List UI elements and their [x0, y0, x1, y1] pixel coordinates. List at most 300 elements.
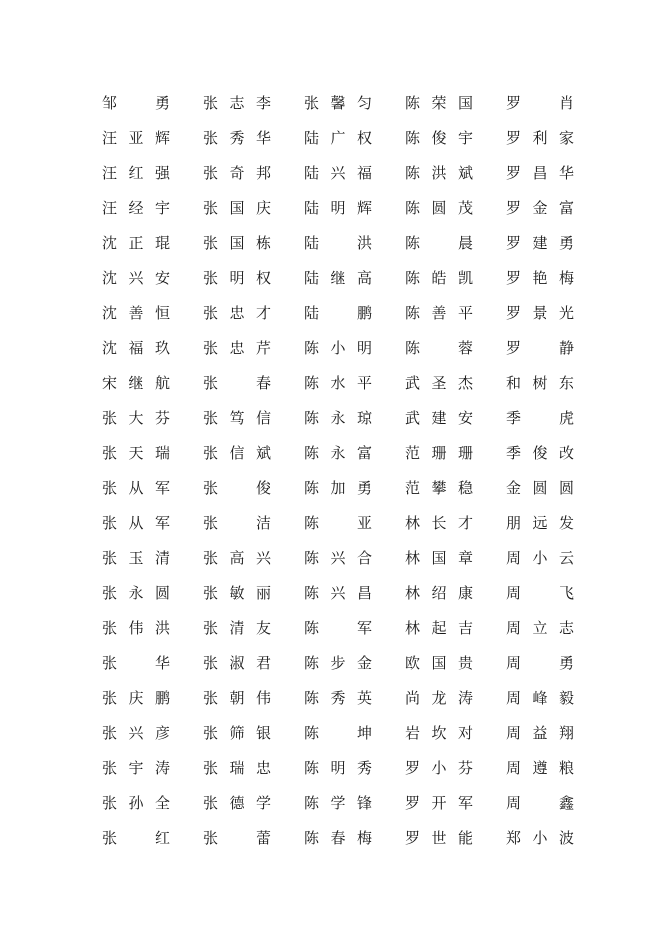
- name-char: 张: [203, 479, 219, 497]
- name-char: 陈: [304, 444, 320, 462]
- name-char: 芹: [255, 339, 271, 357]
- name-entry: [405, 156, 473, 191]
- name-char: 航: [154, 374, 170, 392]
- name-char: 从: [128, 479, 144, 497]
- name-char: 瑞: [229, 759, 245, 777]
- name-entry: [102, 681, 170, 716]
- name-entry: [506, 366, 574, 401]
- name-entry: [203, 751, 271, 786]
- name-char: 张: [102, 409, 118, 427]
- name-char: 金: [506, 479, 522, 497]
- name-char: 才: [457, 514, 473, 532]
- name-char: 陈: [304, 829, 320, 847]
- name-char: 敏: [229, 584, 245, 602]
- name-char: 坤: [356, 724, 372, 742]
- name-char: 彦: [154, 724, 170, 742]
- name-char: 珊: [431, 444, 447, 462]
- name-char: 水: [330, 374, 346, 392]
- name-char: 斌: [255, 444, 271, 462]
- name-char: 英: [356, 689, 372, 707]
- name-char: 世: [431, 829, 447, 847]
- name-entry: [102, 121, 170, 156]
- name-char: 富: [558, 199, 574, 217]
- name-entry: [203, 261, 271, 296]
- name-char: 益: [532, 724, 548, 742]
- name-entry: [506, 436, 574, 471]
- name-entry: [203, 121, 271, 156]
- name-char: 洪: [356, 234, 372, 252]
- name-entry: [405, 786, 473, 821]
- name-char: 荣: [431, 94, 447, 112]
- name-char: 辉: [154, 129, 170, 147]
- name-char: 国: [457, 94, 473, 112]
- name-char: 淑: [229, 654, 245, 672]
- name-char: 正: [128, 234, 144, 252]
- name-entry: [405, 681, 473, 716]
- name-entry: [102, 471, 170, 506]
- name-char: 林: [405, 584, 421, 602]
- name-char: 张: [203, 409, 219, 427]
- name-entry: [102, 331, 170, 366]
- name-char: 志: [558, 619, 574, 637]
- name-entry: [203, 366, 271, 401]
- name-char: 亚: [128, 129, 144, 147]
- name-char: 光: [558, 304, 574, 322]
- name-char: 小: [431, 759, 447, 777]
- name-char: 张: [203, 514, 219, 532]
- name-char: 红: [128, 164, 144, 182]
- name-entry: [102, 191, 170, 226]
- name-entry: [203, 611, 271, 646]
- name-entry: [506, 681, 574, 716]
- name-entry: [203, 506, 271, 541]
- name-char: 伟: [255, 689, 271, 707]
- name-entry: [203, 576, 271, 611]
- name-char: 张: [102, 829, 118, 847]
- name-char: 陈: [405, 234, 421, 252]
- name-char: 贵: [457, 654, 473, 672]
- name-entry: [506, 716, 574, 751]
- name-char: 张: [203, 619, 219, 637]
- name-entry: [304, 821, 372, 856]
- name-char: 张: [102, 689, 118, 707]
- name-char: 峰: [532, 689, 548, 707]
- name-char: 飞: [558, 584, 574, 602]
- name-char: 张: [102, 514, 118, 532]
- name-char: 罗: [506, 94, 522, 112]
- name-char: 张: [203, 759, 219, 777]
- name-char: 康: [457, 584, 473, 602]
- name-char: 鹏: [356, 304, 372, 322]
- name-char: 罗: [506, 304, 522, 322]
- name-char: 平: [356, 374, 372, 392]
- name-entry: [506, 786, 574, 821]
- name-char: 粮: [558, 759, 574, 777]
- name-entry: [506, 261, 574, 296]
- name-char: 景: [532, 304, 548, 322]
- name-char: 周: [506, 794, 522, 812]
- name-entry: [203, 296, 271, 331]
- name-char: 陈: [304, 759, 320, 777]
- name-entry: [102, 611, 170, 646]
- name-char: 罗: [405, 794, 421, 812]
- name-char: 张: [102, 549, 118, 567]
- name-entry: [203, 436, 271, 471]
- name-char: 伟: [128, 619, 144, 637]
- name-grid: [102, 86, 574, 856]
- name-char: 陈: [405, 199, 421, 217]
- name-char: 陈: [405, 339, 421, 357]
- name-entry: [304, 191, 372, 226]
- name-entry: [506, 506, 574, 541]
- name-char: 明: [229, 269, 245, 287]
- name-char: 张: [102, 759, 118, 777]
- name-entry: [304, 436, 372, 471]
- name-char: 秀: [356, 759, 372, 777]
- name-char: 沈: [102, 339, 118, 357]
- name-entry: [102, 646, 170, 681]
- name-char: 静: [558, 339, 574, 357]
- name-char: 梅: [356, 829, 372, 847]
- name-char: 辉: [356, 199, 372, 217]
- name-char: 陆: [304, 199, 320, 217]
- name-char: 合: [356, 549, 372, 567]
- name-char: 远: [532, 514, 548, 532]
- name-entry: [506, 821, 574, 856]
- name-entry: [304, 751, 372, 786]
- name-char: 善: [128, 304, 144, 322]
- name-entry: [405, 366, 473, 401]
- name-entry: [304, 506, 372, 541]
- name-char: 安: [457, 409, 473, 427]
- name-char: 善: [431, 304, 447, 322]
- name-char: 军: [356, 619, 372, 637]
- name-char: 张: [203, 269, 219, 287]
- name-char: 沈: [102, 304, 118, 322]
- name-entry: [102, 366, 170, 401]
- name-entry: [405, 646, 473, 681]
- name-char: 陆: [304, 164, 320, 182]
- name-char: 张: [102, 444, 118, 462]
- name-entry: [102, 576, 170, 611]
- name-char: 吉: [457, 619, 473, 637]
- name-entry: [405, 191, 473, 226]
- name-char: 陈: [405, 304, 421, 322]
- name-char: 欧: [405, 654, 421, 672]
- name-char: 张: [304, 94, 320, 112]
- name-char: 张: [203, 654, 219, 672]
- name-char: 罗: [405, 829, 421, 847]
- name-char: 匀: [356, 94, 372, 112]
- name-char: 涛: [457, 689, 473, 707]
- name-char: 圆: [154, 584, 170, 602]
- name-entry: [405, 86, 473, 121]
- name-char: 春: [330, 829, 346, 847]
- name-entry: [506, 471, 574, 506]
- name-char: 平: [457, 304, 473, 322]
- name-char: 张: [203, 444, 219, 462]
- name-char: 兴: [330, 584, 346, 602]
- name-char: 玉: [128, 549, 144, 567]
- name-char: 陈: [304, 654, 320, 672]
- name-char: 小: [330, 339, 346, 357]
- name-entry: [506, 541, 574, 576]
- name-entry: [102, 226, 170, 261]
- name-char: 张: [203, 234, 219, 252]
- name-char: 长: [431, 514, 447, 532]
- name-char: 昌: [532, 164, 548, 182]
- name-char: 银: [255, 724, 271, 742]
- name-char: 勇: [154, 94, 170, 112]
- name-char: 对: [457, 724, 473, 742]
- name-char: 俊: [431, 129, 447, 147]
- name-char: 步: [330, 654, 346, 672]
- name-char: 宋: [102, 374, 118, 392]
- name-char: 稳: [457, 479, 473, 497]
- name-char: 筛: [229, 724, 245, 742]
- name-char: 陈: [405, 94, 421, 112]
- name-char: 红: [154, 829, 170, 847]
- name-entry: [506, 401, 574, 436]
- name-entry: [304, 576, 372, 611]
- name-char: 琨: [154, 234, 170, 252]
- name-char: 才: [255, 304, 271, 322]
- name-char: 罗: [405, 759, 421, 777]
- name-entry: [304, 786, 372, 821]
- name-char: 圣: [431, 374, 447, 392]
- name-entry: [506, 156, 574, 191]
- name-entry: [506, 611, 574, 646]
- name-entry: [304, 226, 372, 261]
- name-char: 春: [255, 374, 271, 392]
- name-char: 权: [255, 269, 271, 287]
- name-char: 波: [558, 829, 574, 847]
- name-char: 攀: [431, 479, 447, 497]
- name-entry: [203, 331, 271, 366]
- name-char: 清: [229, 619, 245, 637]
- name-char: 洁: [255, 514, 271, 532]
- name-char: 继: [128, 374, 144, 392]
- name-entry: [405, 226, 473, 261]
- name-entry: [102, 86, 170, 121]
- name-char: 张: [102, 479, 118, 497]
- name-entry: [506, 191, 574, 226]
- name-char: 加: [330, 479, 346, 497]
- name-char: 起: [431, 619, 447, 637]
- name-char: 陈: [304, 794, 320, 812]
- name-char: 军: [154, 514, 170, 532]
- name-entry: [203, 471, 271, 506]
- name-char: 陈: [304, 339, 320, 357]
- name-char: 丽: [255, 584, 271, 602]
- name-char: 云: [558, 549, 574, 567]
- name-entry: [506, 226, 574, 261]
- name-char: 勇: [558, 654, 574, 672]
- name-char: 鹏: [154, 689, 170, 707]
- name-char: 永: [128, 584, 144, 602]
- name-char: 陈: [304, 689, 320, 707]
- name-char: 明: [356, 339, 372, 357]
- name-char: 涛: [154, 759, 170, 777]
- name-entry: [304, 366, 372, 401]
- name-char: 高: [229, 549, 245, 567]
- name-char: 龙: [431, 689, 447, 707]
- name-char: 广: [330, 129, 346, 147]
- name-char: 全: [154, 794, 170, 812]
- name-entry: [405, 506, 473, 541]
- name-char: 信: [229, 444, 245, 462]
- name-char: 秀: [330, 689, 346, 707]
- name-char: 陆: [304, 129, 320, 147]
- name-entry: [203, 786, 271, 821]
- name-char: 兴: [255, 549, 271, 567]
- name-char: 改: [558, 444, 574, 462]
- name-char: 邦: [255, 164, 271, 182]
- name-char: 清: [154, 549, 170, 567]
- name-char: 张: [203, 129, 219, 147]
- name-char: 永: [330, 409, 346, 427]
- name-char: 凯: [457, 269, 473, 287]
- name-char: 毅: [558, 689, 574, 707]
- name-entry: [304, 331, 372, 366]
- name-char: 蓉: [457, 339, 473, 357]
- name-entry: [203, 716, 271, 751]
- name-char: 继: [330, 269, 346, 287]
- name-entry: [405, 751, 473, 786]
- name-entry: [506, 121, 574, 156]
- name-char: 建: [532, 234, 548, 252]
- name-entry: [203, 681, 271, 716]
- name-char: 秀: [229, 129, 245, 147]
- name-char: 洪: [431, 164, 447, 182]
- name-entry: [304, 261, 372, 296]
- name-char: 兴: [128, 724, 144, 742]
- name-char: 宇: [128, 759, 144, 777]
- name-entry: [405, 331, 473, 366]
- name-entry: [203, 821, 271, 856]
- name-char: 绍: [431, 584, 447, 602]
- name-char: 张: [203, 374, 219, 392]
- name-char: 奇: [229, 164, 245, 182]
- name-entry: [102, 541, 170, 576]
- name-char: 陈: [304, 514, 320, 532]
- name-char: 林: [405, 619, 421, 637]
- name-char: 亚: [356, 514, 372, 532]
- name-char: 明: [330, 199, 346, 217]
- name-char: 恒: [154, 304, 170, 322]
- name-char: 芬: [457, 759, 473, 777]
- name-char: 宇: [154, 199, 170, 217]
- name-char: 陈: [405, 129, 421, 147]
- name-char: 坎: [431, 724, 447, 742]
- name-char: 艳: [532, 269, 548, 287]
- name-char: 季: [506, 444, 522, 462]
- name-char: 鑫: [558, 794, 574, 812]
- name-char: 周: [506, 654, 522, 672]
- name-entry: [506, 751, 574, 786]
- name-char: 张: [203, 304, 219, 322]
- name-char: 东: [558, 374, 574, 392]
- name-char: 俊: [255, 479, 271, 497]
- name-entry: [102, 786, 170, 821]
- name-entry: [203, 226, 271, 261]
- name-char: 福: [356, 164, 372, 182]
- name-entry: [506, 86, 574, 121]
- name-char: 茂: [457, 199, 473, 217]
- name-char: 学: [255, 794, 271, 812]
- name-char: 兴: [330, 549, 346, 567]
- name-entry: [304, 156, 372, 191]
- name-char: 圆: [558, 479, 574, 497]
- name-char: 立: [532, 619, 548, 637]
- name-char: 学: [330, 794, 346, 812]
- name-entry: [405, 471, 473, 506]
- name-entry: [405, 296, 473, 331]
- name-char: 锋: [356, 794, 372, 812]
- name-entry: [405, 576, 473, 611]
- name-char: 周: [506, 689, 522, 707]
- name-entry: [102, 506, 170, 541]
- name-entry: [203, 191, 271, 226]
- name-entry: [203, 541, 271, 576]
- name-char: 陆: [304, 304, 320, 322]
- name-char: 陈: [304, 409, 320, 427]
- name-char: 范: [405, 444, 421, 462]
- name-char: 罗: [506, 129, 522, 147]
- name-char: 罗: [506, 339, 522, 357]
- name-char: 利: [532, 129, 548, 147]
- name-char: 蕾: [255, 829, 271, 847]
- name-entry: [203, 156, 271, 191]
- name-char: 高: [356, 269, 372, 287]
- name-char: 肖: [558, 94, 574, 112]
- name-entry: [405, 716, 473, 751]
- name-char: 范: [405, 479, 421, 497]
- name-char: 杰: [457, 374, 473, 392]
- name-char: 俊: [532, 444, 548, 462]
- name-char: 罗: [506, 234, 522, 252]
- name-char: 和: [506, 374, 522, 392]
- name-entry: [304, 611, 372, 646]
- name-char: 季: [506, 409, 522, 427]
- name-char: 从: [128, 514, 144, 532]
- name-char: 梅: [558, 269, 574, 287]
- name-char: 章: [457, 549, 473, 567]
- name-char: 晨: [457, 234, 473, 252]
- name-char: 金: [532, 199, 548, 217]
- name-entry: [304, 716, 372, 751]
- name-char: 庆: [255, 199, 271, 217]
- name-char: 陈: [304, 549, 320, 567]
- name-char: 张: [102, 654, 118, 672]
- name-char: 陈: [304, 724, 320, 742]
- name-char: 张: [203, 584, 219, 602]
- name-char: 洪: [154, 619, 170, 637]
- name-entry: [405, 261, 473, 296]
- name-char: 瑞: [154, 444, 170, 462]
- name-char: 朋: [506, 514, 522, 532]
- name-char: 圆: [532, 479, 548, 497]
- name-char: 忠: [229, 304, 245, 322]
- name-char: 张: [203, 164, 219, 182]
- name-entry: [405, 611, 473, 646]
- name-char: 林: [405, 514, 421, 532]
- name-char: 开: [431, 794, 447, 812]
- name-char: 虎: [558, 409, 574, 427]
- name-char: 郑: [506, 829, 522, 847]
- name-char: 信: [255, 409, 271, 427]
- name-entry: [304, 401, 372, 436]
